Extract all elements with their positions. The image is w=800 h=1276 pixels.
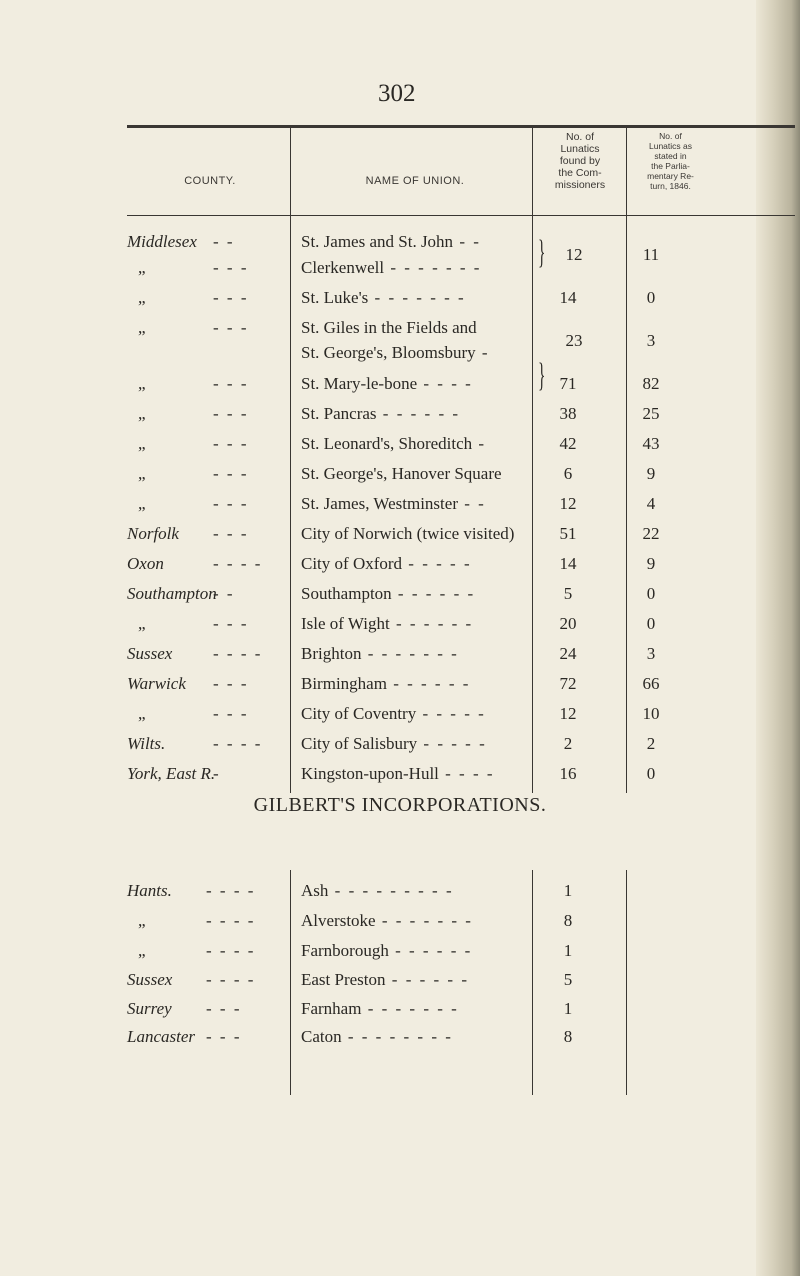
lunatics-stated: 43 (642, 434, 660, 453)
table-row (0, 374, 800, 396)
union-name: St. George's, Hanover Square (301, 464, 502, 483)
county-cell (127, 970, 256, 990)
union-cell (301, 374, 473, 394)
union-dashes: - (472, 434, 487, 453)
county-cell (138, 614, 249, 634)
county-cell (127, 881, 256, 901)
union-cell (301, 404, 460, 424)
lunatics-stated: 3 (646, 644, 656, 663)
lunatics-stated: 82 (642, 374, 660, 393)
lunatics-found: 1 (563, 881, 573, 900)
lunatics-stated: 2 (646, 734, 656, 753)
county-cell (127, 554, 263, 574)
union-cell (301, 343, 490, 363)
union-name: St. George's, Bloomsbury (301, 343, 476, 362)
header-union: NAME OF UNION. (365, 175, 465, 187)
union-cell (301, 288, 466, 308)
table-row (0, 584, 800, 606)
lunatics-stated: 9 (646, 464, 656, 483)
union-cell (301, 970, 469, 990)
county-name: York, East R. (127, 764, 216, 783)
lunatics-found: 8 (563, 911, 573, 930)
union-name: Isle of Wight (301, 614, 390, 633)
union-cell (301, 674, 470, 694)
county-name: „ (138, 288, 146, 307)
union-name: City of Coventry (301, 704, 417, 723)
lunatics-found: 14 (559, 288, 577, 307)
county-dashes: - - (213, 584, 235, 603)
section-title: GILBERT'S INCORPORATIONS. (253, 794, 547, 816)
union-cell (301, 614, 473, 634)
lunatics-found: 5 (563, 970, 573, 989)
lunatics-stated: 0 (646, 764, 656, 783)
lunatics-found: 20 (559, 614, 577, 633)
union-cell (301, 911, 473, 931)
lunatics-found: 1 (563, 941, 573, 960)
county-name: „ (138, 318, 146, 337)
county-name: Wilts. (127, 734, 166, 753)
lunatics-found: 12 (559, 494, 577, 513)
lunatics-found: 38 (559, 404, 577, 423)
union-cell (301, 524, 514, 544)
county-cell (138, 374, 249, 394)
union-dashes: - - - - - - - (361, 999, 459, 1018)
lunatics-found: 72 (559, 674, 577, 693)
lunatics-found: 16 (559, 764, 577, 783)
header-lunatics-found: No. of Lunatics found by the Com- missioners (554, 131, 606, 191)
table-row (0, 941, 800, 963)
union-dashes: - - (457, 494, 486, 513)
header-county: COUNTY. (184, 175, 236, 187)
table-row (0, 258, 800, 280)
book-spine-edge (756, 0, 800, 1276)
union-dashes: - - - - - - - (361, 644, 459, 663)
union-dashes: - - - - - - (385, 970, 469, 989)
table-row (0, 464, 800, 486)
county-name: Middlesex (127, 232, 197, 251)
county-cell (127, 584, 235, 604)
county-name: „ (138, 911, 146, 930)
county-cell (127, 644, 263, 664)
table-row (0, 288, 800, 310)
county-cell (138, 288, 249, 308)
union-name: East Preston (301, 970, 386, 989)
table-row (0, 524, 800, 546)
brace-icon: } (538, 357, 546, 394)
table-row (0, 554, 800, 576)
county-name: Surrey (127, 999, 172, 1018)
lunatics-stated: 4 (646, 494, 656, 513)
county-cell (138, 911, 256, 931)
union-name: Southampton (301, 584, 392, 603)
lunatics-stated: 3 (646, 331, 656, 350)
union-dashes: - - - - - (417, 734, 487, 753)
union-cell (301, 999, 459, 1019)
union-dashes: - - - - - (416, 704, 486, 723)
union-dashes: - - - - - - (389, 614, 474, 633)
county-dashes: - - - (213, 524, 249, 543)
union-name: St. James and St. John (301, 232, 454, 251)
union-name: City of Norwich (twice visited) (301, 524, 515, 543)
union-name: City of Oxford (301, 554, 403, 573)
county-cell (127, 232, 235, 252)
lunatics-found: 71 (559, 374, 577, 393)
union-name: Clerkenwell (301, 258, 385, 277)
table-row (0, 881, 800, 903)
county-name: „ (138, 258, 146, 277)
union-name: Birmingham (301, 674, 387, 693)
county-cell (127, 734, 263, 754)
county-cell (127, 524, 249, 544)
table-row (0, 404, 800, 426)
county-cell (127, 764, 221, 784)
union-dashes: - - - - - - - (368, 288, 466, 307)
table-top-rule (127, 125, 795, 128)
lunatics-stated: 11 (642, 245, 660, 264)
union-cell (301, 734, 487, 754)
county-name: Norfolk (127, 524, 179, 543)
county-dashes: - - - - (206, 911, 256, 930)
union-name: Kingston-upon-Hull (301, 764, 439, 783)
union-dashes: - - - - - - - - - (328, 881, 454, 900)
county-dashes: - - - - (206, 881, 256, 900)
union-name: St. Leonard's, Shoreditch (301, 434, 473, 453)
county-dashes: - - - (213, 674, 249, 693)
county-dashes: - - - (213, 614, 249, 633)
table-row (0, 343, 800, 365)
lunatics-found: 23 (565, 331, 583, 350)
union-name: St. James, Westminster (301, 494, 458, 513)
lunatics-stated: 25 (642, 404, 660, 423)
union-dashes: - (475, 343, 490, 362)
county-cell (138, 434, 249, 454)
union-cell (301, 644, 459, 664)
county-name: Southampton (127, 584, 217, 603)
county-cell (138, 704, 249, 724)
county-cell (127, 1027, 242, 1047)
county-name: „ (138, 404, 146, 423)
lunatics-stated: 0 (646, 614, 656, 633)
county-dashes: - - - (213, 288, 249, 307)
county-cell (138, 404, 249, 424)
county-dashes: - (213, 764, 221, 783)
county-name: „ (138, 494, 146, 513)
county-cell (138, 941, 256, 961)
union-cell (301, 554, 472, 574)
lunatics-stated: 0 (646, 584, 656, 603)
table-row (0, 614, 800, 636)
lunatics-found: 12 (559, 704, 577, 723)
union-dashes: - - - - - - (391, 584, 476, 603)
union-dashes: - - - - (417, 374, 473, 393)
table-row (0, 1027, 800, 1049)
union-cell (301, 764, 495, 784)
county-cell (138, 494, 249, 514)
table-row (0, 318, 800, 350)
page-number: 302 (378, 80, 416, 107)
union-dashes: - - - - - - - (375, 911, 473, 930)
county-dashes: - - - (213, 434, 249, 453)
county-dashes: - - - - (213, 644, 263, 663)
lunatics-found: 8 (563, 1027, 573, 1046)
lunatics-stated: 9 (646, 554, 656, 573)
table-row (0, 644, 800, 666)
union-cell (301, 881, 454, 901)
table-row (0, 704, 800, 726)
union-name: City of Salisbury (301, 734, 418, 753)
county-dashes: - - - - (213, 554, 263, 573)
table-row (0, 999, 800, 1021)
union-name: Caton (301, 1027, 342, 1046)
union-cell (301, 941, 472, 961)
county-dashes: - - - (213, 318, 249, 337)
county-cell (138, 258, 249, 278)
county-dashes: - - - (213, 464, 249, 483)
table-row (0, 764, 800, 786)
table-row (0, 970, 800, 992)
union-cell (301, 704, 486, 724)
county-cell (127, 674, 249, 694)
county-cell (127, 999, 242, 1019)
union-cell (301, 1027, 453, 1047)
county-dashes: - - - (213, 494, 249, 513)
union-cell (301, 258, 481, 278)
union-name: St. Giles in the Fields and (301, 318, 477, 337)
table-row (0, 911, 800, 933)
table-row (0, 494, 800, 516)
county-name: „ (138, 941, 146, 960)
lunatics-stated: 66 (642, 674, 660, 693)
union-name: St. Luke's (301, 288, 369, 307)
county-name: Sussex (127, 970, 173, 989)
county-dashes: - - - (213, 374, 249, 393)
county-dashes: - - - (213, 404, 249, 423)
lunatics-found: 14 (559, 554, 577, 573)
county-name: Hants. (127, 881, 172, 900)
county-cell (138, 318, 249, 338)
union-dashes: - - - - - - - - (341, 1027, 453, 1046)
county-dashes: - - - (206, 999, 242, 1018)
county-name: „ (138, 434, 146, 453)
table-row (0, 232, 800, 264)
county-name: Lancaster (127, 1027, 195, 1046)
union-dashes: - - - - - (402, 554, 472, 573)
county-dashes: - - - (206, 1027, 242, 1046)
county-dashes: - - (213, 232, 235, 251)
county-name: „ (138, 374, 146, 393)
union-dashes: - - - - - - (386, 674, 471, 693)
union-name: St. Pancras (301, 404, 377, 423)
table-row (0, 434, 800, 456)
union-cell (301, 434, 486, 454)
county-dashes: - - - - (206, 970, 256, 989)
union-name: St. Mary-le-bone (301, 374, 418, 393)
lunatics-stated: 22 (642, 524, 660, 543)
county-dashes: - - - - (206, 941, 256, 960)
union-cell (301, 318, 477, 338)
header-bottom-rule (127, 215, 795, 216)
table-row (0, 734, 800, 756)
county-name: Oxon (127, 554, 164, 573)
union-name: Farnham (301, 999, 362, 1018)
lunatics-found: 42 (559, 434, 577, 453)
union-dashes: - - - - (438, 764, 495, 783)
lunatics-found: 6 (563, 464, 573, 483)
county-dashes: - - - - (213, 734, 263, 753)
county-name: „ (138, 614, 146, 633)
lunatics-stated: 0 (646, 288, 656, 307)
union-name: Farnborough (301, 941, 389, 960)
union-cell (301, 232, 481, 252)
lunatics-found: 24 (559, 644, 577, 663)
union-dashes: - - - - - - (388, 941, 473, 960)
lunatics-found: 51 (559, 524, 577, 543)
lunatics-stated: 10 (642, 704, 660, 723)
union-dashes: - - - - - - - (384, 258, 482, 277)
county-name: Sussex (127, 644, 173, 663)
county-dashes: - - - (213, 704, 249, 723)
union-name: Ash (301, 881, 329, 900)
union-cell (301, 584, 475, 604)
lunatics-found: 1 (563, 999, 573, 1018)
county-dashes: - - - (213, 258, 249, 277)
union-dashes: - - (453, 232, 481, 251)
header-lunatics-stated: No. of Lunatics as stated in the Parlia- mentary Re- turn, 1846. (647, 131, 694, 191)
union-name: Brighton (301, 644, 362, 663)
county-name: „ (138, 464, 146, 483)
county-name: Warwick (127, 674, 186, 693)
union-name: Alverstoke (301, 911, 376, 930)
union-dashes: - - - - - - (376, 404, 461, 423)
lunatics-found: 5 (563, 584, 573, 603)
table-row (0, 674, 800, 696)
lunatics-found: 2 (563, 734, 573, 753)
union-cell (301, 494, 486, 514)
brace-icon: } (538, 234, 546, 271)
union-cell (301, 464, 502, 484)
county-cell (138, 464, 249, 484)
county-name: „ (138, 704, 146, 723)
lunatics-found: 12 (565, 245, 583, 264)
